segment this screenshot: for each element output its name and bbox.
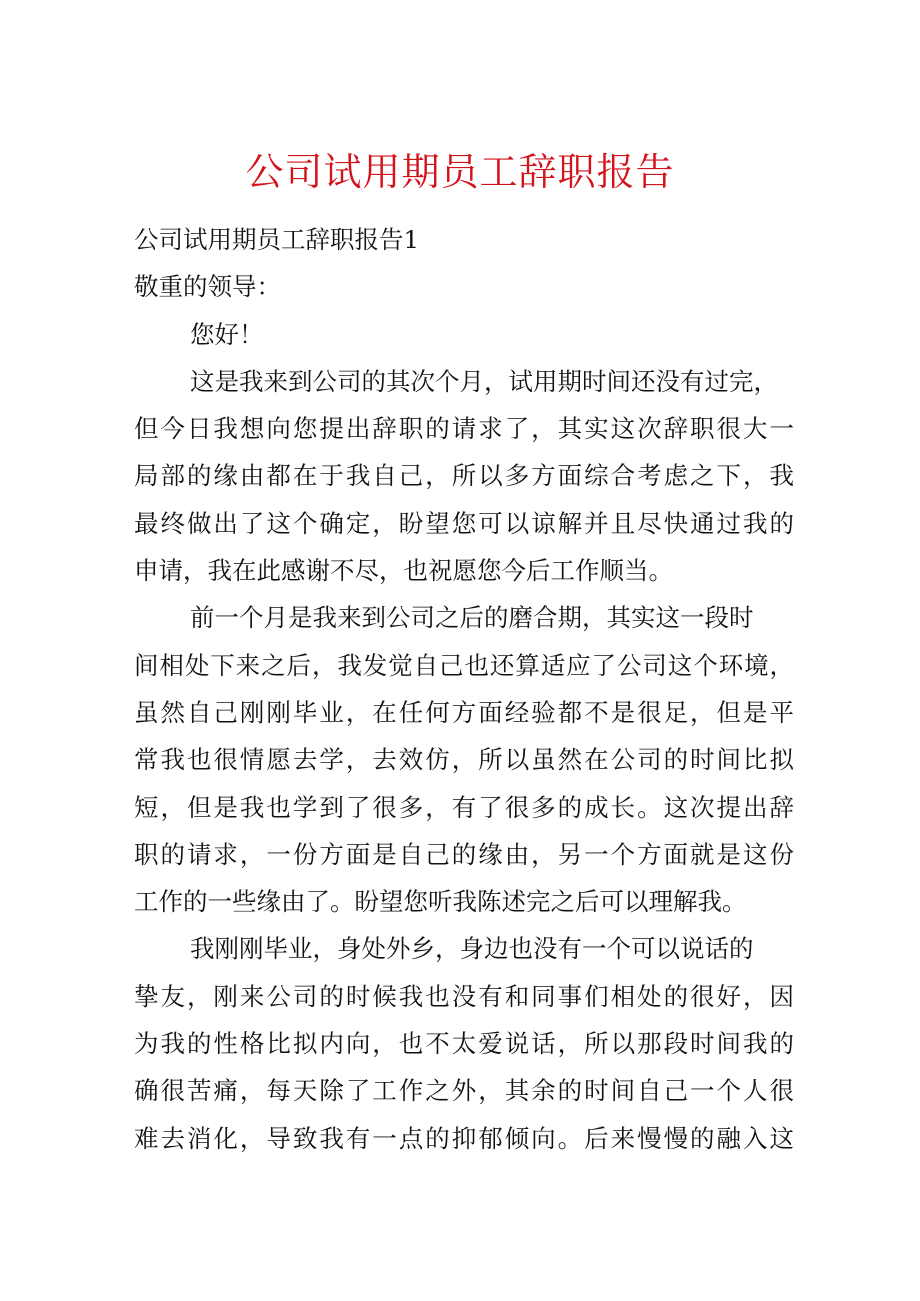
paragraph-line: 常我也很情愿去学，去效仿，所以虽然在公司的时间比拟: [134, 745, 794, 775]
paragraph-line: 虽然自己刚刚毕业，在任何方面经验都不是很足，但是平: [134, 697, 794, 727]
paragraph-line: 确很苦痛，每天除了工作之外，其余的时间自己一个人很: [134, 1076, 794, 1106]
paragraph-2: [134, 594, 794, 925]
document-subtitle: 公司试用期员工辞职报告1: [134, 225, 420, 254]
paragraph-3: [134, 925, 794, 1161]
paragraph-line: 短，但是我也学到了很多，有了很多的成长。这次提出辞: [134, 792, 794, 822]
document-body: [134, 216, 794, 1162]
greeting: 您好！: [190, 319, 264, 349]
document-title: 公司试用期员工辞职报告: [245, 150, 675, 194]
paragraph-line: 为我的性格比拟内向，也不太爱说话，所以那段时间我的: [134, 1029, 794, 1059]
paragraph-line: 但今日我想向您提出辞职的请求了，其实这次辞职很大一: [134, 414, 794, 444]
paragraph-1: [134, 358, 794, 594]
paragraph-line: 挚友，刚来公司的时候我也没有和同事们相处的很好，因: [134, 981, 794, 1011]
paragraph-line: 间相处下来之后，我发觉自己也还算适应了公司这个环境，: [134, 650, 794, 680]
paragraph-line: 申请，我在此感谢不尽，也祝愿您今后工作顺当。: [134, 556, 673, 586]
paragraph-line: 难去消化，导致我有一点的抑郁倾向。后来慢慢的融入这: [134, 1123, 794, 1153]
paragraph-line: 这是我来到公司的其次个月，试用期时间还没有过完，: [190, 366, 778, 396]
paragraph-line: 我刚刚毕业，身处外乡，身边也没有一个可以说话的: [190, 934, 754, 964]
paragraph-line: 前一个月是我来到公司之后的磨合期，其实这一段时: [190, 603, 754, 633]
paragraph-line: 工作的一些缘由了。盼望您听我陈述完之后可以理解我。: [134, 887, 747, 917]
paragraph-line: 最终做出了这个确定，盼望您可以谅解并且尽快通过我的: [134, 508, 794, 538]
paragraph-line: 职的请求，一份方面是自己的缘由，另一个方面就是这份: [134, 839, 794, 869]
paragraph-line: 局部的缘由都在于我自己，所以多方面综合考虑之下，我: [134, 461, 794, 491]
salutation: 敬重的领导：: [134, 272, 281, 302]
